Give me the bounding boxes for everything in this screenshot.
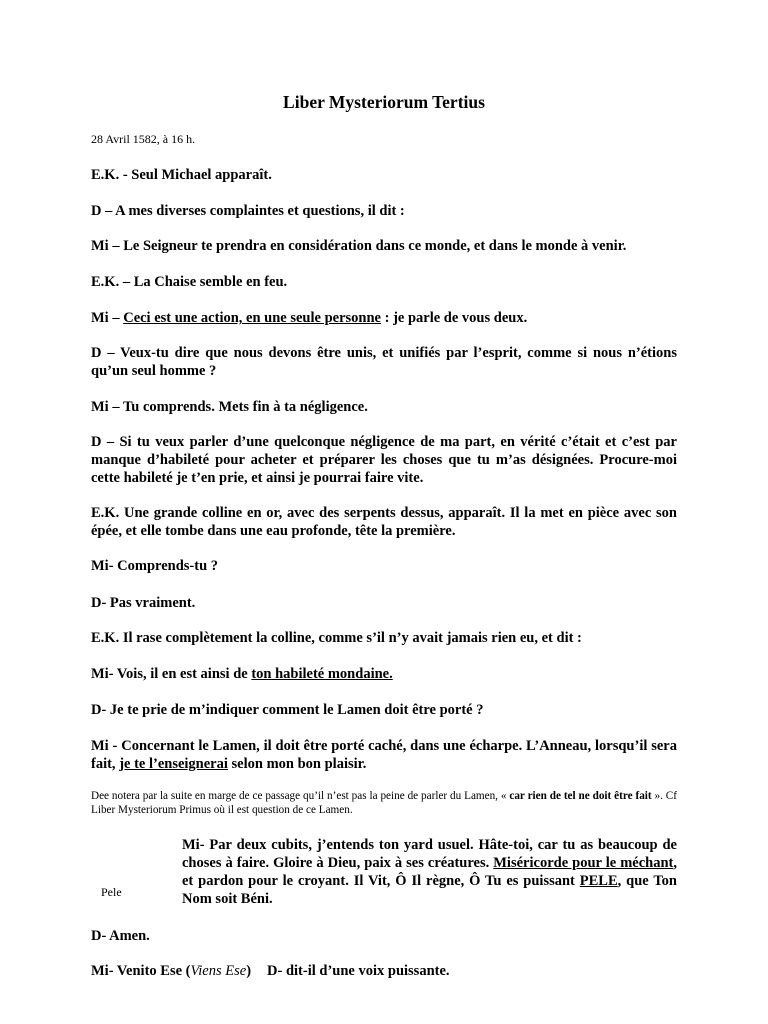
underlined-name: PELE (579, 873, 618, 889)
paragraph-16-text: Mi- Par deux cubits, j’entends ton yard usuel. Hâte-toi, car tu as beaucoup de choses à faire. Gloire à Dieu, paix à ses créatures. (182, 837, 677, 871)
paragraph-11: D- Pas vraiment. (91, 595, 196, 611)
paragraph-8: D – Si tu veux parler d’une quelconque négligence de ma part, en vérité c’était et c’est par manque d’habileté pour acheter et préparer les choses que tu m’as désignées. Procure-moi cette habileté je t’en prie, et ainsi je pourrai faire vite. (91, 434, 677, 486)
paragraph-15 (91, 737, 677, 773)
paragraph-16 (182, 836, 677, 908)
paragraph-15-rest: selon mon bon plaisir. (227, 756, 367, 772)
footnote-rest: ». Cf Liber Mysteriorum Primus où il est question de ce Lamen. (91, 790, 677, 816)
paragraph-14: D- Je te prie de m’indiquer comment le Lamen doit être porté ? (91, 702, 484, 718)
paragraph-16-end: , que Ton Nom soit Béni. (182, 873, 677, 907)
paragraph-18-speaker: Mi- Venito Ese ( (91, 963, 191, 979)
footnote-quote: car rien de tel ne doit être fait (509, 790, 652, 802)
paragraph-2: D – A mes diverses complaintes et questions, il dit : (91, 203, 405, 219)
underlined-phrase: Ceci est une action, en une seule personne (123, 310, 381, 326)
paragraph-9: E.K. Une grande colline en or, avec des serpents dessus, apparaît. Il la met en pièce avec son épée, et elle tombe dans une eau profonde, tête la première. (91, 505, 677, 539)
underlined-phrase: Miséricorde pour le méchant (493, 855, 674, 871)
date-line: 28 Avril 1582, à 16 h. (91, 132, 196, 146)
footnote-text: Dee notera par la suite en marge de ce passage qu’il n’est pas la peine de parler du Lamen, « (91, 790, 510, 802)
paragraph-15-text: Mi - Concernant le Lamen, il doit être porté caché, dans une écharpe. L’Anneau, lorsqu’il sera fait, (91, 738, 677, 772)
italic-translation: Viens Ese (190, 963, 247, 979)
paragraph-7: Mi – Tu comprends. Mets fin à ta négligence. (91, 399, 368, 415)
paragraph-13 (91, 665, 677, 683)
paragraph-10: Mi- Comprends-tu ? (91, 558, 219, 574)
paragraph-5-rest: : je parle de vous deux. (380, 310, 528, 326)
paragraph-18 (91, 962, 677, 980)
paragraph-18-rest: D- dit-il d’une voix puissante. (267, 963, 450, 979)
paragraph-12: E.K. Il rase complètement la colline, comme s’il n’y avait jamais rien eu, et dit : (91, 630, 582, 646)
paragraph-13-text: Mi- Vois, il en est ainsi de (91, 666, 252, 682)
paragraph-6: D – Veux-tu dire que nous devons être unis, et unifiés par l’esprit, comme si nous n’étions qu’un seul homme ? (91, 345, 677, 379)
page-title: Liber Mysteriorum Tertius (283, 92, 485, 112)
paragraph-17: D- Amen. (91, 928, 150, 944)
footnote (91, 789, 677, 817)
paragraph-16-middle: , et pardon pour le croyant. Il Vit, Ô Il règne, Ô Tu es puissant (182, 855, 677, 889)
paragraph-1: E.K. - Seul Michael apparaît. (91, 167, 272, 183)
margin-label: Pele (101, 885, 122, 899)
paragraph-3: Mi – Le Seigneur te prendra en considération dans ce monde, et dans le monde à venir. (91, 238, 627, 254)
underlined-phrase: ton habileté mondaine. (251, 666, 393, 682)
paragraph-5-speaker: Mi – (91, 310, 124, 326)
underlined-phrase: je te l’enseignerai (119, 756, 228, 772)
paragraph-4: E.K. – La Chaise semble en feu. (91, 274, 288, 290)
paragraph-18-close: ) (246, 963, 252, 979)
paragraph-5 (91, 309, 677, 327)
